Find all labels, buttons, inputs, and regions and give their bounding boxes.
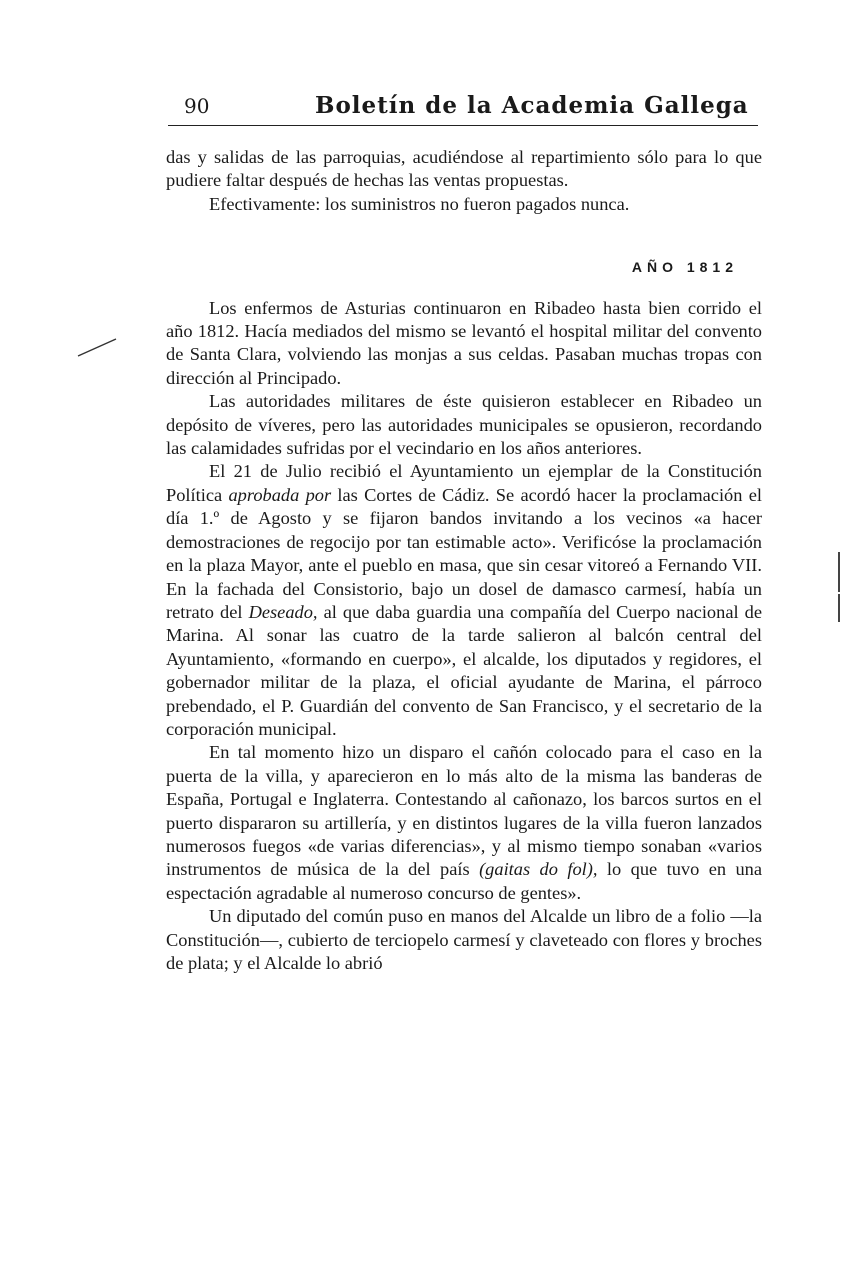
- italic-text: (gaitas do fol),: [479, 859, 598, 880]
- paragraph-text: lo que tuvo en una espectación agradable al numeroso concurso de gentes».: [166, 859, 763, 903]
- page-header: [170, 92, 760, 126]
- section-title: AÑO 1812: [631, 259, 738, 276]
- paragraph: [166, 741, 762, 905]
- paragraph: das y salidas de las parroquias, acudiéndose al repartimiento sólo para lo que pudiere faltar después de hechas las ventas propuestas.: [166, 147, 762, 191]
- header-rule: [168, 125, 758, 126]
- italic-text: Deseado,: [248, 601, 318, 622]
- paragraph: Las autoridades militares de éste quisieron establecer en Ribadeo un depósito de víveres, pero las autoridades municipales se opusieron, recordando las calamidades sufridas por el vecindario en los años anteriores.: [166, 391, 762, 459]
- binding-mark: [838, 594, 840, 622]
- paragraph-text: En tal momento hizo un disparo el cañón colocado para el caso en la puerta de la villa, y aparecieron en lo más alto de la misma las banderas de España, Portugal e Inglaterra. Contestando al cañonazo, los barcos surtos en el puerto dispararon su artillería, y en distintos lugares de la villa fueron lanzados numerosos fuegos «de varias diferencias», y al mismo tiempo sonaban «varios instrumentos de música de la del país: [166, 742, 762, 880]
- paragraph: [166, 460, 762, 741]
- body-text: [166, 146, 762, 975]
- paragraph: Los enfermos de Asturias continuaron en Ribadeo hasta bien corrido el año 1812. Hacía mediados del mismo se levantó el hospital militar del convento de Santa Clara, volviendo las monjas a sus celdas. Pasaban muchas tropas con dirección al Principado.: [166, 297, 762, 388]
- paragraph: Efectivamente: los suministros no fueron pagados nunca.: [209, 193, 630, 214]
- binding-mark: [838, 552, 840, 592]
- paragraph-text: las Cortes de Cádiz. Se acordó hacer la proclamación el día 1.º de Agosto y se fijaron bandos invitando a los vecinos «a hacer demostraciones de regocijo por tan estimable acto». Verificóse la proclamación en la plaza Mayor, ante el pueblo en masa, que sin cesar vitoreó a Fernando VII. En la fachada del Consistorio, bajo un dosel de damasco carmesí, había un retrato del: [166, 484, 762, 622]
- paragraph: Un diputado del común puso en manos del Alcalde un libro de a folio —la Constitución—, cubierto de terciopelo carmesí y claveteado con flores y broches de plata; y el Alcalde lo abrió: [166, 906, 762, 973]
- paragraph-text: al que daba guardia una compañía del Cuerpo nacional de Marina. Al sonar las cuatro de la tarde salieron al balcón central del Ayuntamiento, «formando en cuerpo», el alcalde, los diputados y regidores, el gobernador militar de la plaza, el oficial ayudante de Marina, el párroco prebendado, el P. Guardián del convento de San Francisco, y el secretario de la corporación municipal.: [166, 601, 762, 739]
- page-number: 90: [184, 94, 210, 118]
- running-title: Boletín de la Academia Gallega: [315, 92, 749, 119]
- paragraph-text: El 21 de Julio recibió el Ayuntamiento un ejemplar de la Constitución Política: [166, 461, 762, 505]
- pencil-mark-icon: [76, 336, 118, 358]
- italic-text: aprobada por: [228, 484, 332, 505]
